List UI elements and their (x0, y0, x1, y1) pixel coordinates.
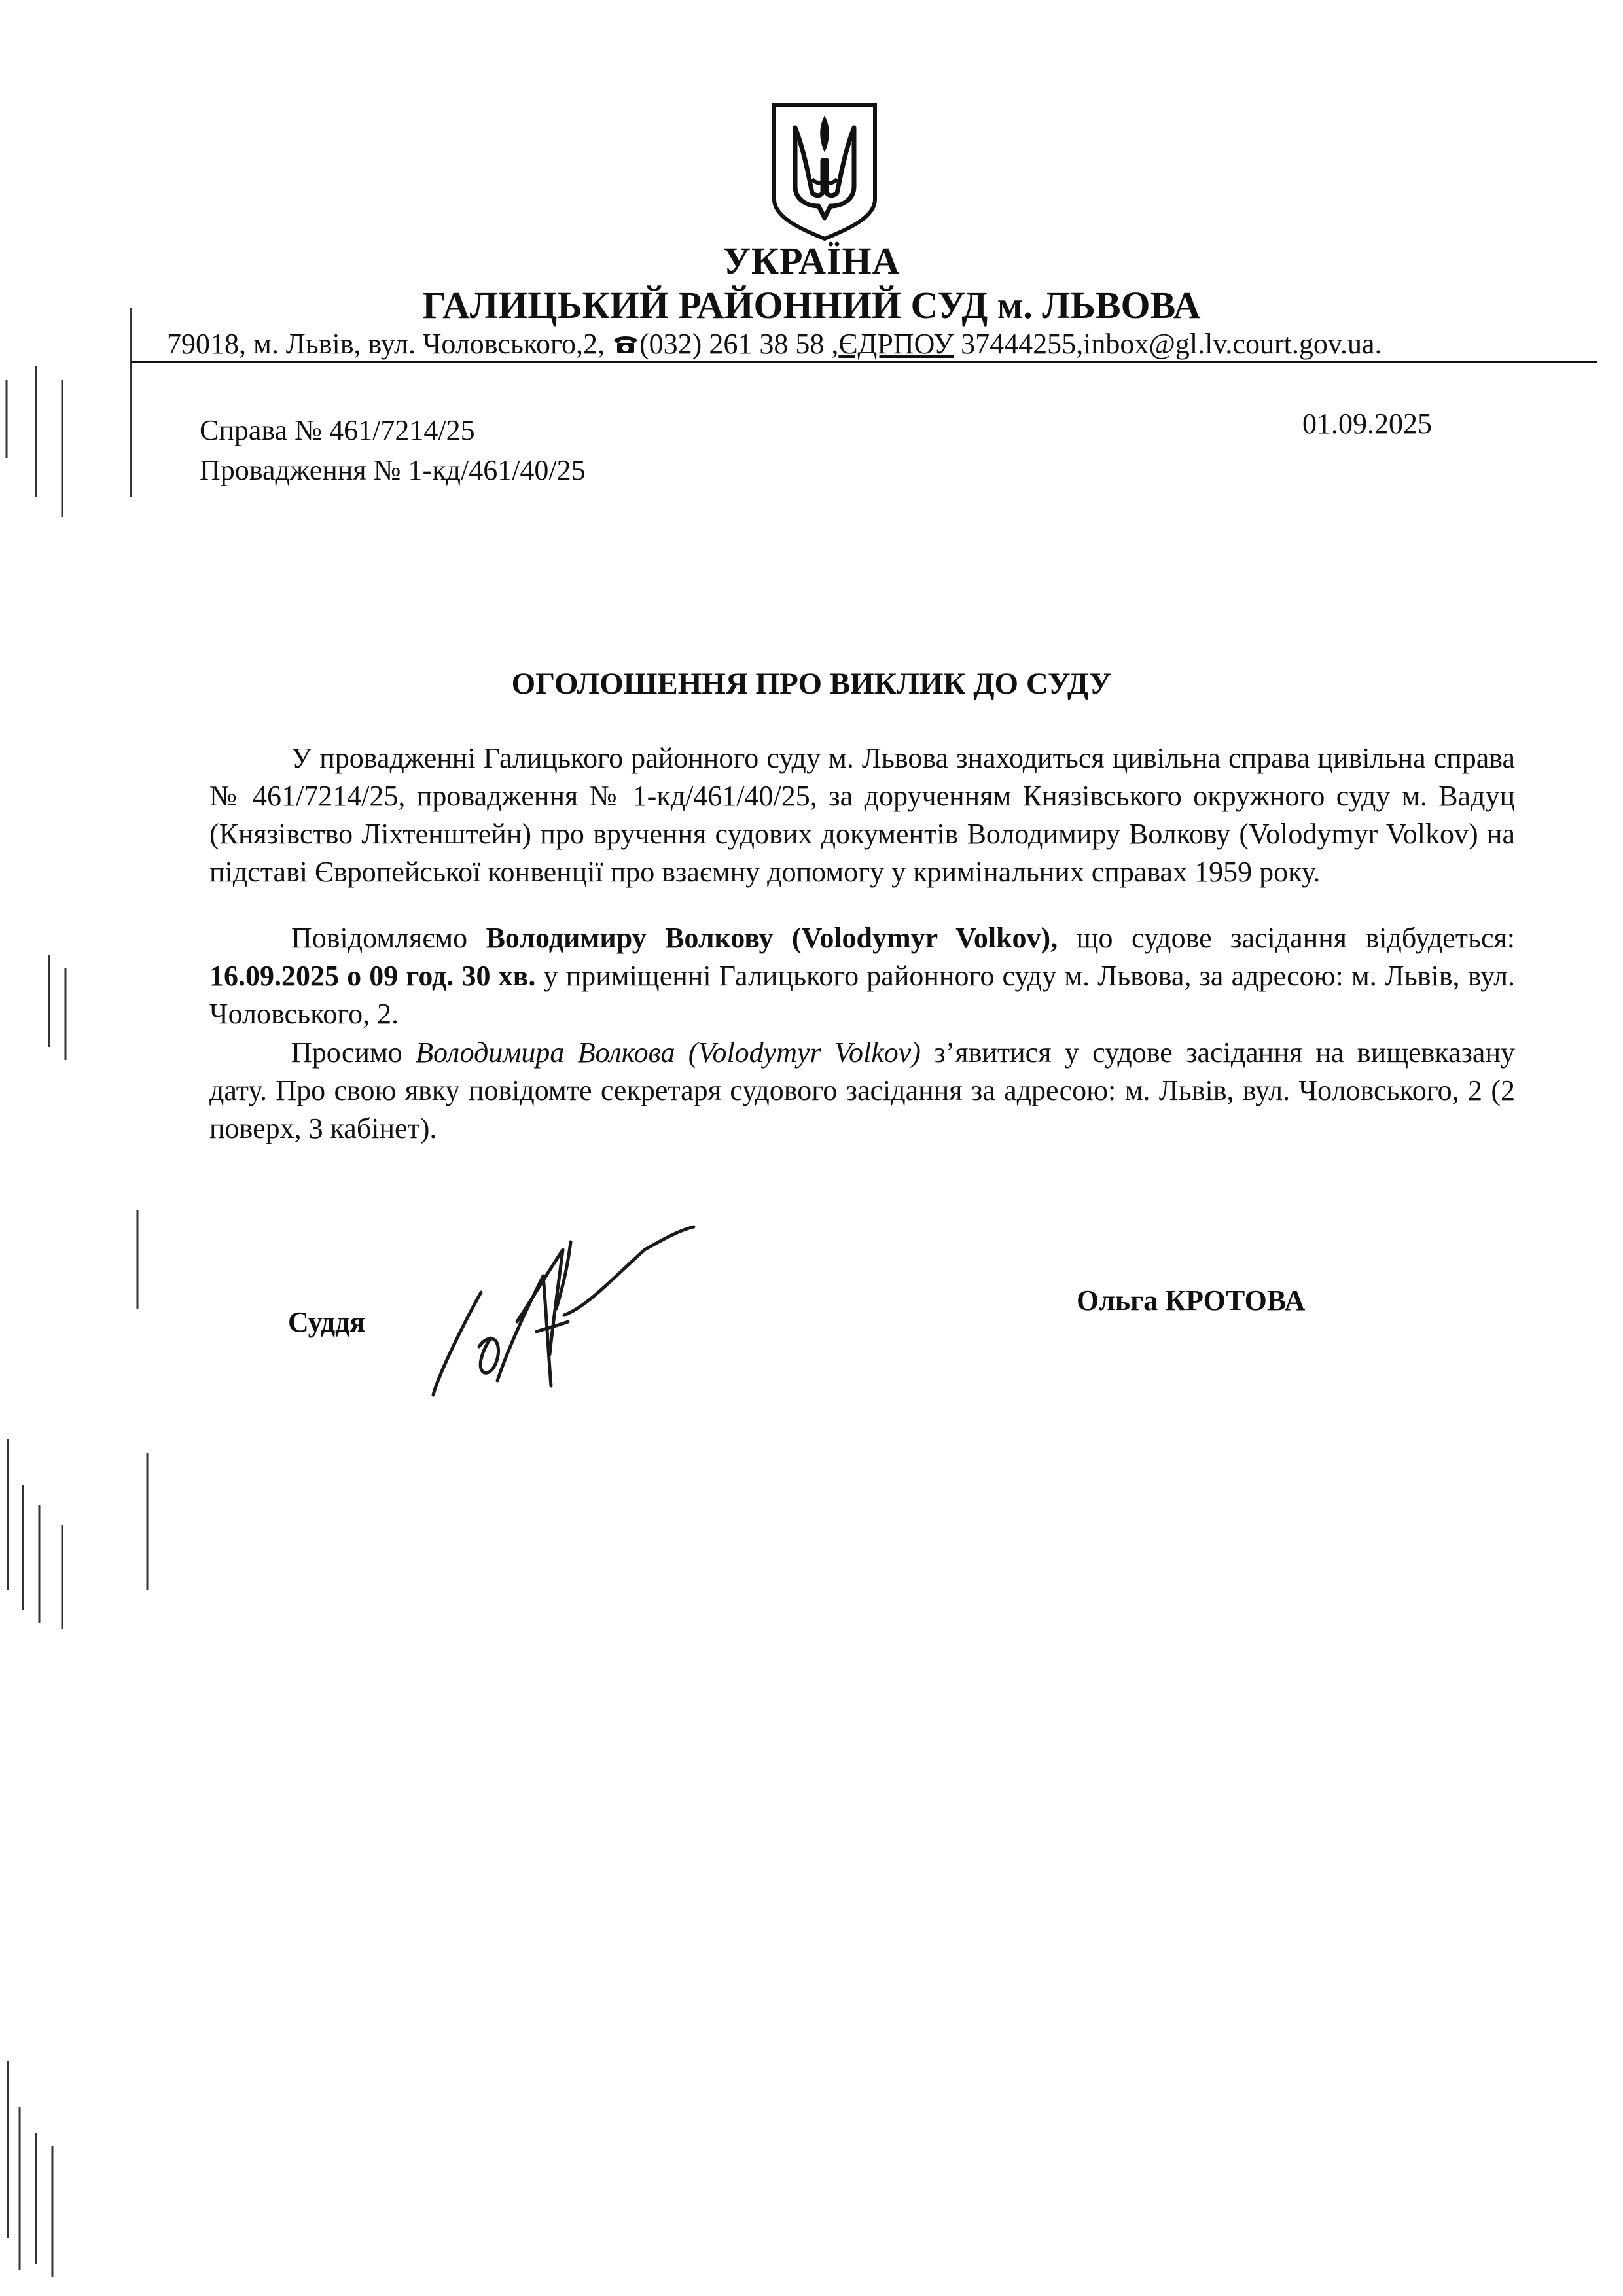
address-text: 79018, м. Львів, вул. Чоловського,2, (167, 328, 613, 360)
edrpou-and-email: 37444255,inbox@gl.lv.court.gov.ua. (954, 328, 1382, 360)
text: з’явитися у судове засідання на вищевказану дату. Про свою явку повідомте секретаря судового засідання за адресою: м. Львів, вул. Чоловського, 2 (2 поверх, 3 кабінет). (209, 1036, 1516, 1144)
telephone-icon (612, 334, 639, 355)
summoned-person-name: Володимира Волкова (Volodymyr Volkov) (416, 1036, 921, 1069)
judge-name: Ольга КРОТОВА (1077, 1284, 1306, 1316)
case-number: Справа № 461/7214/25 (200, 414, 475, 446)
phone-number: (032) 261 38 58 , (639, 328, 839, 360)
signatory-role: Суддя (288, 1306, 366, 1338)
text: Повідомляємо (291, 922, 486, 954)
text: що судове засідання відбудеться: (1058, 922, 1516, 954)
handwritten-signature-icon (419, 1224, 746, 1407)
header-divider (131, 361, 1597, 363)
country-name: УКРАЇНА (722, 239, 901, 282)
hearing-datetime: 16.09.2025 о 09 год. 30 хв. (209, 960, 536, 992)
document-title: ОГОЛОШЕННЯ ПРО ВИКЛИК ДО СУДУ (511, 667, 1112, 701)
coat-of-arms-trident-icon (769, 101, 880, 242)
edrpou-label: ЄДРПОУ (838, 328, 954, 360)
paragraph-case-info: У провадженні Галицького районного суду м. Львова знаходиться цивільна справа цивільна справа № 461/7214/25, провадження № 1-кд/461/40/25, за дорученням Князівського окружного суду м. Вадуц (Князівство Ліхтенштейн) про вручення судових документів Володимиру Волкову (Volodymyr Volkov) на підставі Європейської конвенції про взаємну допомогу у кримінальних справах 1959 року. (209, 742, 1515, 888)
court-name: ГАЛИЦЬКИЙ РАЙОННИЙ СУД м. ЛЬВОВА (422, 284, 1201, 327)
scan-marks (0, 0, 170, 2296)
paragraph-hearing-notice (209, 919, 1515, 1033)
text: Просимо (291, 1036, 416, 1069)
court-address-line (167, 327, 1382, 361)
paragraph-request (209, 1034, 1515, 1148)
proceeding-number: Провадження № 1-кд/461/40/25 (200, 454, 586, 486)
addressee-name: Володимиру Волкову (Volodymyr Volkov), (486, 922, 1058, 954)
document-date: 01.09.2025 (1302, 408, 1432, 440)
text: у приміщенні Галицького районного суду м. Львова, за адресою: м. Львів, вул. Чоловського, 2. (209, 960, 1515, 1030)
